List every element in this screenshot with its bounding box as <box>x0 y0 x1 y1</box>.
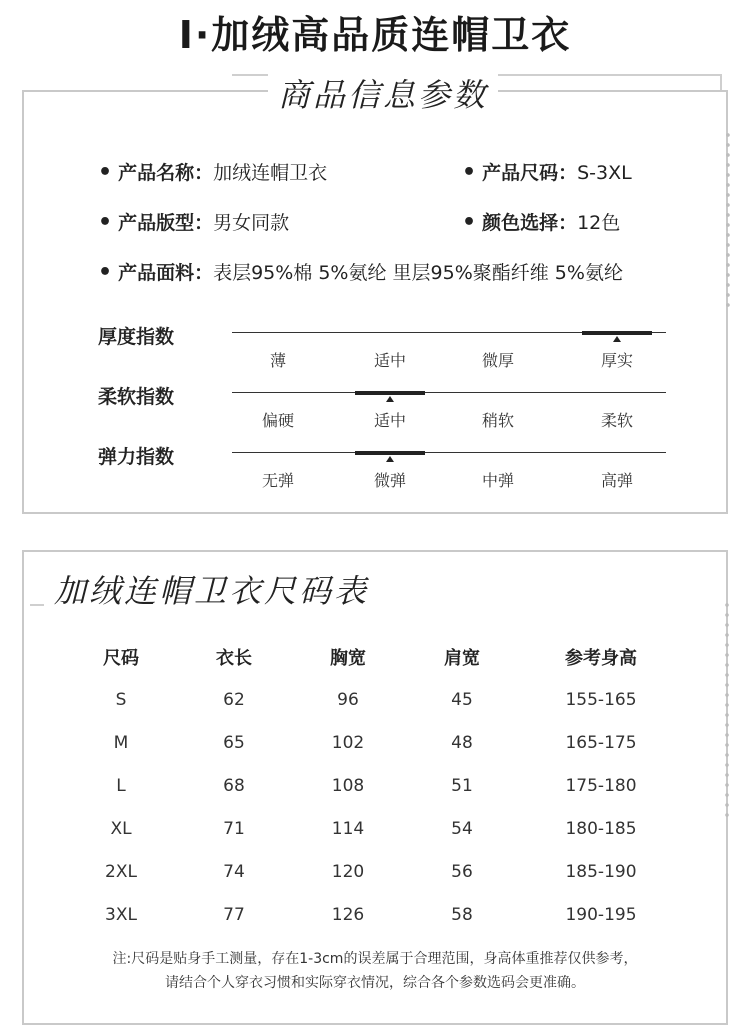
table-cell: 62 <box>223 690 245 710</box>
table-cell: 120 <box>331 862 365 882</box>
table-cell: 96 <box>337 690 359 710</box>
table-cell: 48 <box>451 733 473 753</box>
table-header-cell: 尺码 <box>103 648 139 669</box>
info-key: 产品面料： <box>118 262 214 284</box>
scale-option: 微弹 <box>373 471 406 490</box>
scale-label: 柔软指数 <box>98 386 175 408</box>
info-row-name <box>98 158 327 185</box>
table-cell: S <box>115 690 127 710</box>
scale-option: 微厚 <box>481 351 514 370</box>
table-cell: 77 <box>223 905 245 925</box>
table-cell: 71 <box>223 819 245 839</box>
scale-selected-marker <box>582 331 652 335</box>
table-cell: 185-190 <box>565 862 637 882</box>
scale-option: 中弹 <box>481 471 514 490</box>
size-note-line-1: 注:尺码是贴身手工测量，存在1-3cm的误差属于合理范围，身高体重推荐仅供参考， <box>112 951 638 967</box>
table-header-cell: 衣长 <box>216 648 252 669</box>
scale-track <box>232 392 666 393</box>
scale-option: 偏硬 <box>261 411 294 430</box>
table-cell: 190-195 <box>565 905 637 925</box>
table-cell: 74 <box>223 862 245 882</box>
scale-selected-marker <box>355 451 425 455</box>
table-cell: 175-180 <box>565 776 637 796</box>
table-cell: 51 <box>451 776 473 796</box>
table-cell: 68 <box>223 776 245 796</box>
bullet-dot: • <box>462 210 477 235</box>
info-key: 产品尺码： <box>482 162 578 184</box>
scale-pointer-icon <box>613 336 621 342</box>
info-value: S-3XL <box>577 162 632 184</box>
table-cell: 102 <box>331 733 365 753</box>
scale-option: 高弹 <box>600 471 633 490</box>
table-header-cell: 胸宽 <box>330 648 366 669</box>
scale-pointer-icon <box>386 396 394 402</box>
size-note-line-2: 请结合个人穿衣习惯和实际穿衣情况，综合各个参数选码会更准确。 <box>165 975 585 991</box>
scale-option: 稍软 <box>481 411 514 430</box>
table-cell: XL <box>110 819 132 839</box>
info-row-size <box>462 158 632 185</box>
table-cell: M <box>113 733 129 753</box>
info-dot-rail <box>723 130 733 310</box>
table-cell: 114 <box>331 819 365 839</box>
page-title: I·加绒高品质连帽卫衣 <box>178 13 572 57</box>
table-cell: 65 <box>223 733 245 753</box>
table-cell: 56 <box>451 862 473 882</box>
info-row-fabric <box>98 258 623 285</box>
info-heading-rule-right <box>720 74 722 90</box>
info-key: 颜色选择： <box>482 212 578 234</box>
scale-track <box>232 452 666 453</box>
table-cell: 126 <box>331 905 365 925</box>
scale-option: 无弹 <box>261 471 294 490</box>
info-value: 12色 <box>577 212 621 234</box>
table-cell: 3XL <box>105 905 137 925</box>
info-row-fit <box>98 208 289 235</box>
scale-option: 适中 <box>373 351 406 370</box>
scale-label: 厚度指数 <box>98 326 175 348</box>
table-cell: 54 <box>451 819 473 839</box>
table-cell: 180-185 <box>565 819 637 839</box>
table-header-cell: 参考身高 <box>565 648 637 669</box>
scale-option: 厚实 <box>600 351 633 370</box>
table-cell: 2XL <box>105 862 137 882</box>
info-key: 产品名称： <box>118 162 214 184</box>
bullet-dot: • <box>98 160 113 185</box>
scale-pointer-icon <box>386 456 394 462</box>
size-heading: 加绒连帽卫衣尺码表 <box>44 566 379 612</box>
scale-option: 薄 <box>269 351 286 370</box>
bullet-dot: • <box>98 260 113 285</box>
bullet-dot: • <box>462 160 477 185</box>
table-cell: L <box>116 776 126 796</box>
info-value: 加绒连帽卫衣 <box>213 162 328 184</box>
info-value: 表层95%棉 5%氨纶 里层95%聚酯纤维 5%氨纶 <box>213 262 623 284</box>
scale-option: 柔软 <box>600 411 633 430</box>
info-heading: 商品信息参数 <box>268 70 498 116</box>
scale-selected-marker <box>355 391 425 395</box>
scale-label: 弹力指数 <box>98 446 175 468</box>
info-value: 男女同款 <box>213 212 290 234</box>
bullet-dot: • <box>98 210 113 235</box>
table-cell: 155-165 <box>565 690 637 710</box>
info-key: 产品版型： <box>118 212 214 234</box>
scale-option: 适中 <box>373 411 406 430</box>
table-cell: 108 <box>331 776 365 796</box>
table-header-cell: 肩宽 <box>444 648 480 669</box>
info-row-color <box>462 208 620 235</box>
table-cell: 45 <box>451 690 473 710</box>
table-cell: 58 <box>451 905 473 925</box>
size-dot-rail <box>722 600 732 820</box>
table-cell: 165-175 <box>565 733 637 753</box>
